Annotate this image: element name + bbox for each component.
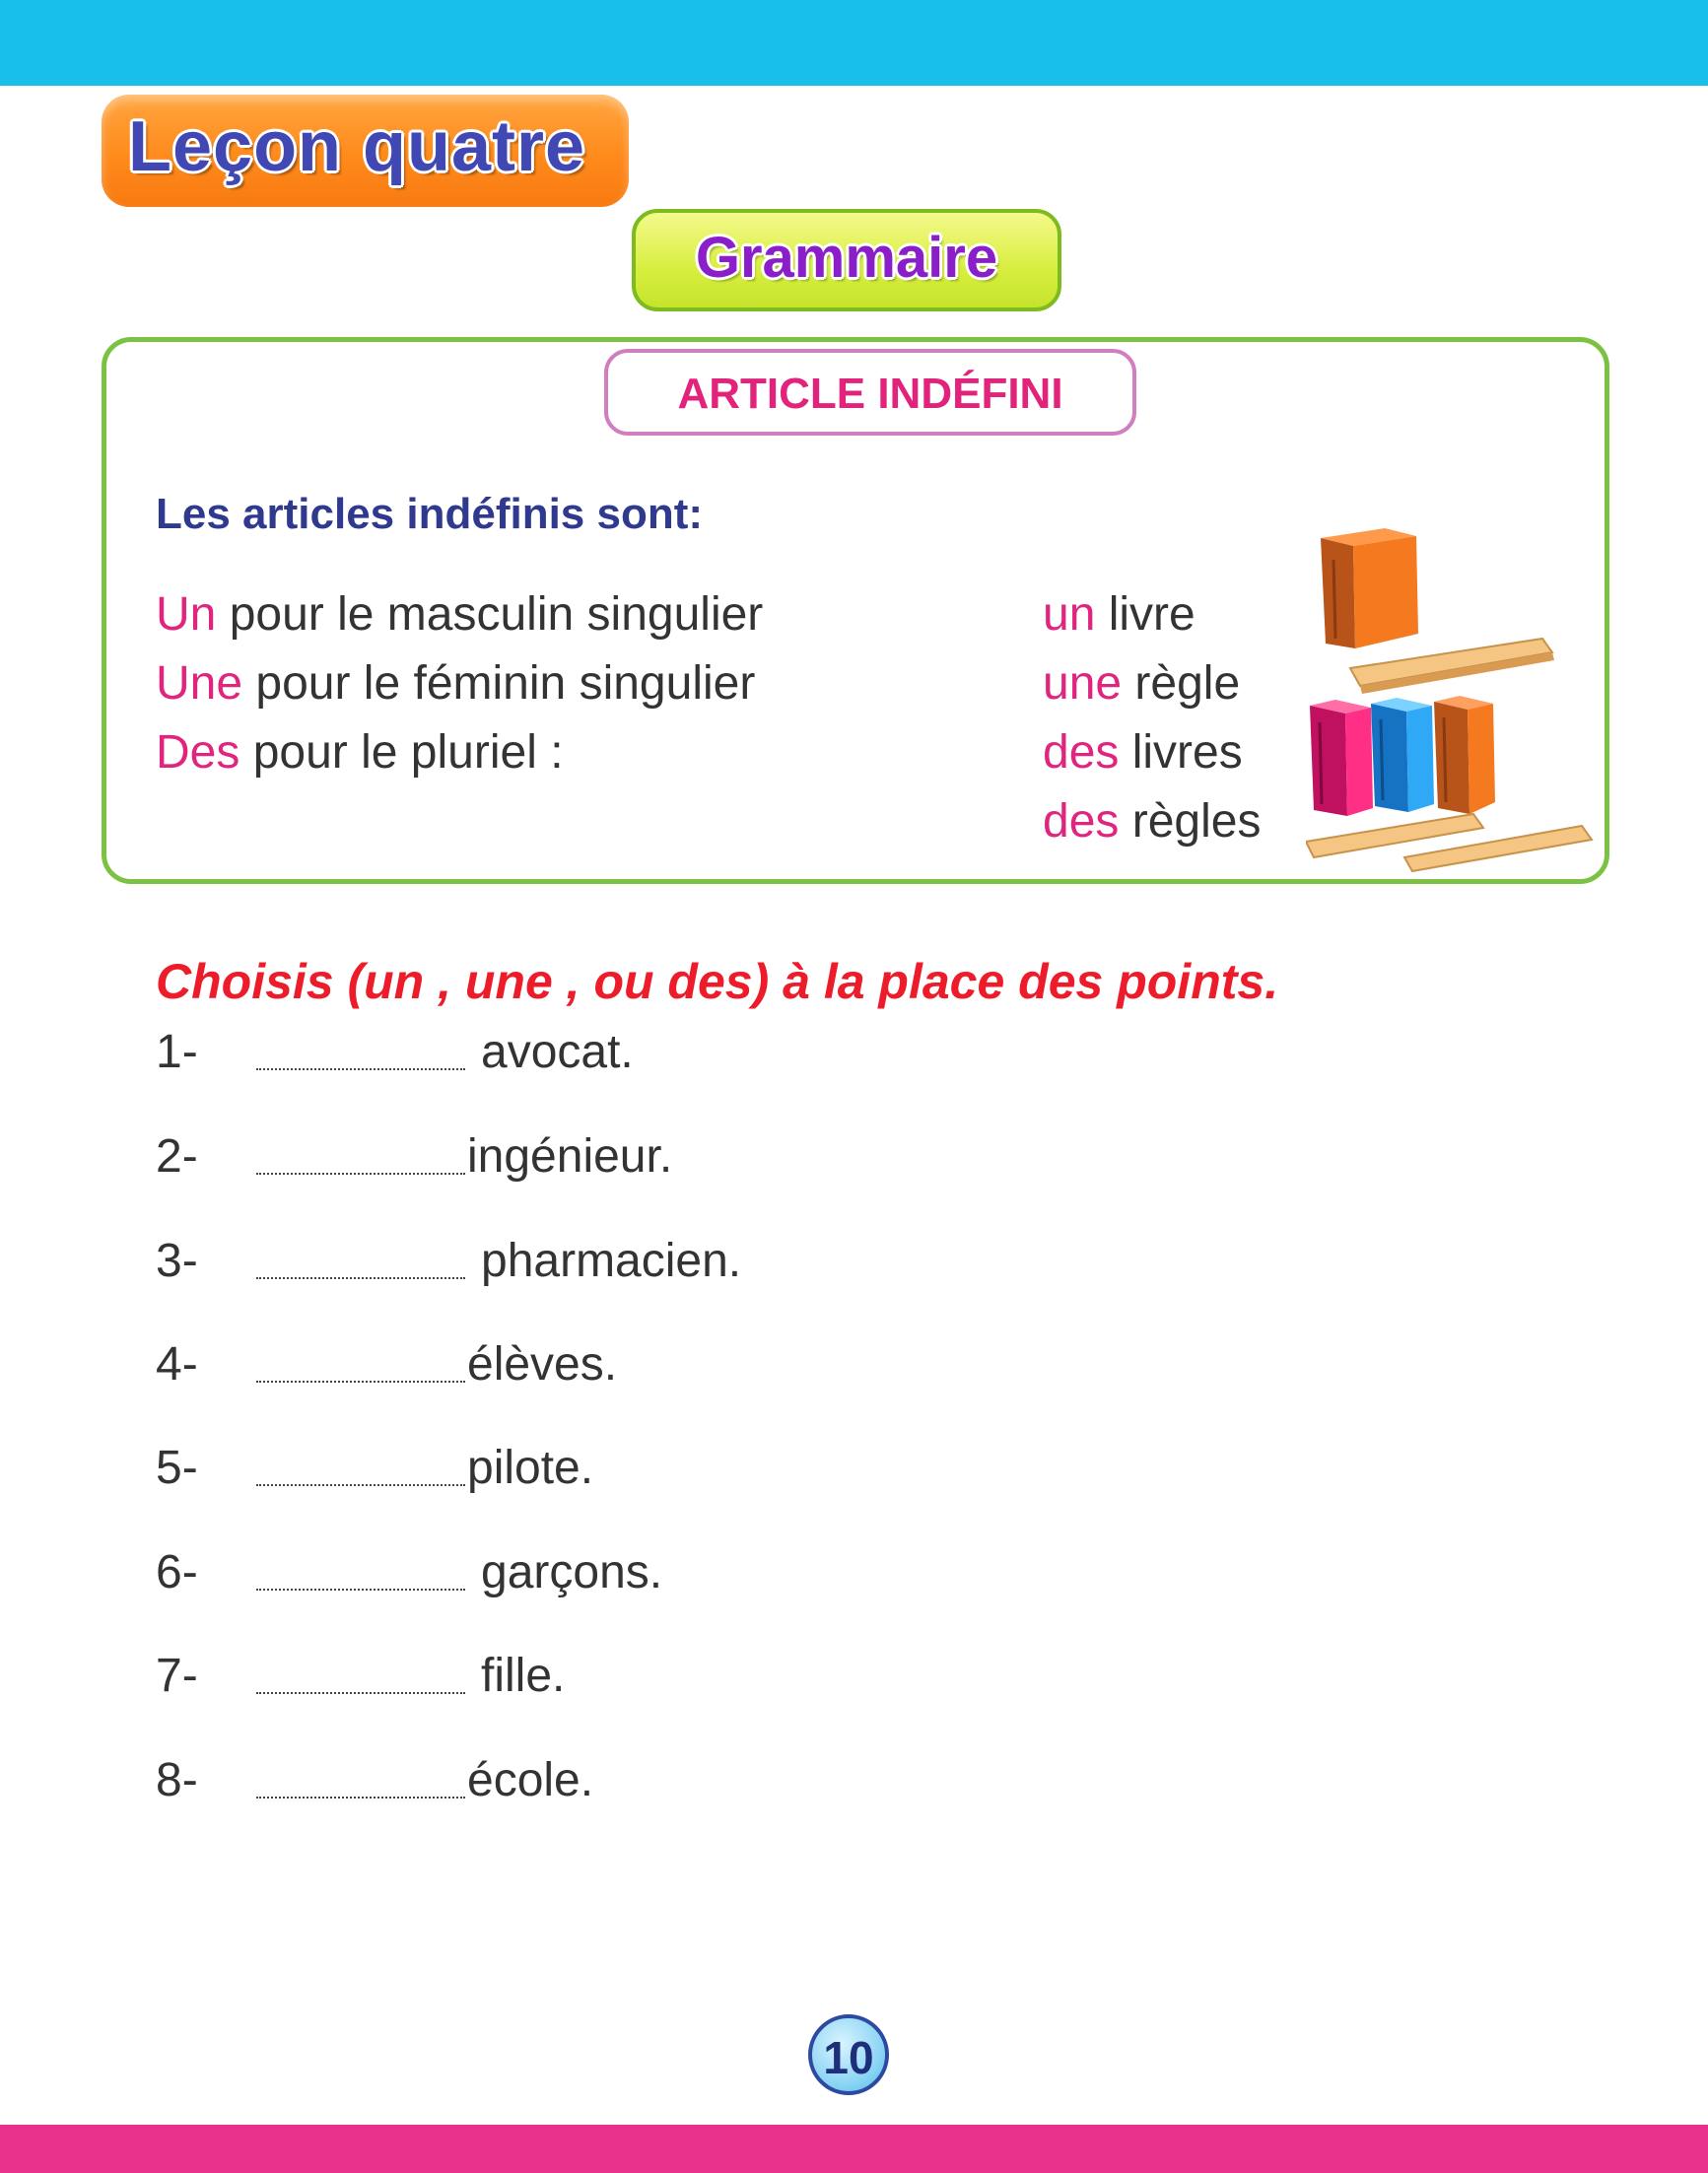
- example-des-regles: [1043, 794, 1261, 849]
- orange-book-icon: [1434, 696, 1495, 814]
- blue-book-icon: [1371, 698, 1434, 812]
- exercise-word: avocat.: [481, 1026, 634, 1078]
- article-des: Des: [156, 726, 240, 779]
- rule-description: pour le masculin singulier: [216, 588, 764, 641]
- answer-blank[interactable]: [256, 1484, 465, 1486]
- answer-blank[interactable]: [256, 1692, 465, 1694]
- rule-description: pour le pluriel :: [239, 726, 564, 779]
- answer-blank[interactable]: [256, 1589, 465, 1591]
- answer-blank[interactable]: [256, 1173, 465, 1175]
- exercise-word: élèves.: [467, 1338, 618, 1391]
- exercise-number: 5-: [156, 1442, 198, 1494]
- exercise-word: garçons.: [481, 1546, 663, 1598]
- exercise-word: pharmacien.: [481, 1235, 742, 1287]
- exercise-word: pilote.: [467, 1442, 594, 1494]
- exercise-number: 3-: [156, 1235, 198, 1287]
- article-une: Une: [156, 657, 243, 710]
- ruler-icon: [1350, 639, 1554, 694]
- example-noun: livres: [1119, 726, 1243, 779]
- exercise-word: école.: [467, 1754, 594, 1806]
- example-des-livres: [1043, 725, 1243, 780]
- rule-line-masculine: [156, 587, 763, 642]
- rule-description: pour le féminin singulier: [242, 657, 756, 710]
- exercise-number: 7-: [156, 1650, 198, 1702]
- exercise-number: 2-: [156, 1130, 198, 1183]
- example-article: une: [1043, 657, 1123, 710]
- exercise-number: 6-: [156, 1546, 198, 1598]
- rule-line-plural: [156, 725, 564, 780]
- books-and-rulers-illustration: [1306, 520, 1602, 875]
- example-article: des: [1043, 795, 1120, 848]
- example-noun: règle: [1122, 657, 1241, 710]
- page-number: 10: [823, 2032, 874, 2083]
- exercise-number: 8-: [156, 1754, 198, 1806]
- exercise-instruction: Choisis (un , une , ou des) à la place des points.: [156, 954, 1279, 1009]
- orange-book-icon: [1321, 528, 1418, 648]
- exercise-number: 1-: [156, 1026, 198, 1078]
- pink-book-icon: [1310, 700, 1373, 816]
- bottom-color-bar: [0, 2125, 1708, 2173]
- lesson-title: Leçon quatre: [128, 107, 586, 186]
- answer-blank[interactable]: [256, 1068, 465, 1070]
- exercise-word: ingénieur.: [467, 1130, 673, 1183]
- example-noun: livre: [1095, 588, 1196, 641]
- article-un: Un: [156, 588, 217, 641]
- answer-blank[interactable]: [256, 1381, 465, 1383]
- rule-intro: Les articles indéfinis sont:: [156, 490, 704, 538]
- example-article: un: [1043, 588, 1096, 641]
- example-un-livre: [1043, 587, 1196, 642]
- top-color-bar: [0, 0, 1708, 86]
- exercise-number: 4-: [156, 1338, 198, 1391]
- rule-title: ARTICLE INDÉFINI: [677, 370, 1063, 418]
- rule-line-feminine: [156, 656, 755, 711]
- answer-blank[interactable]: [256, 1797, 465, 1799]
- section-title: Grammaire: [695, 226, 998, 290]
- example-noun: règles: [1119, 795, 1262, 848]
- example-une-regle: [1043, 656, 1240, 711]
- example-article: des: [1043, 726, 1120, 779]
- answer-blank[interactable]: [256, 1277, 465, 1279]
- exercise-word: fille.: [481, 1650, 566, 1702]
